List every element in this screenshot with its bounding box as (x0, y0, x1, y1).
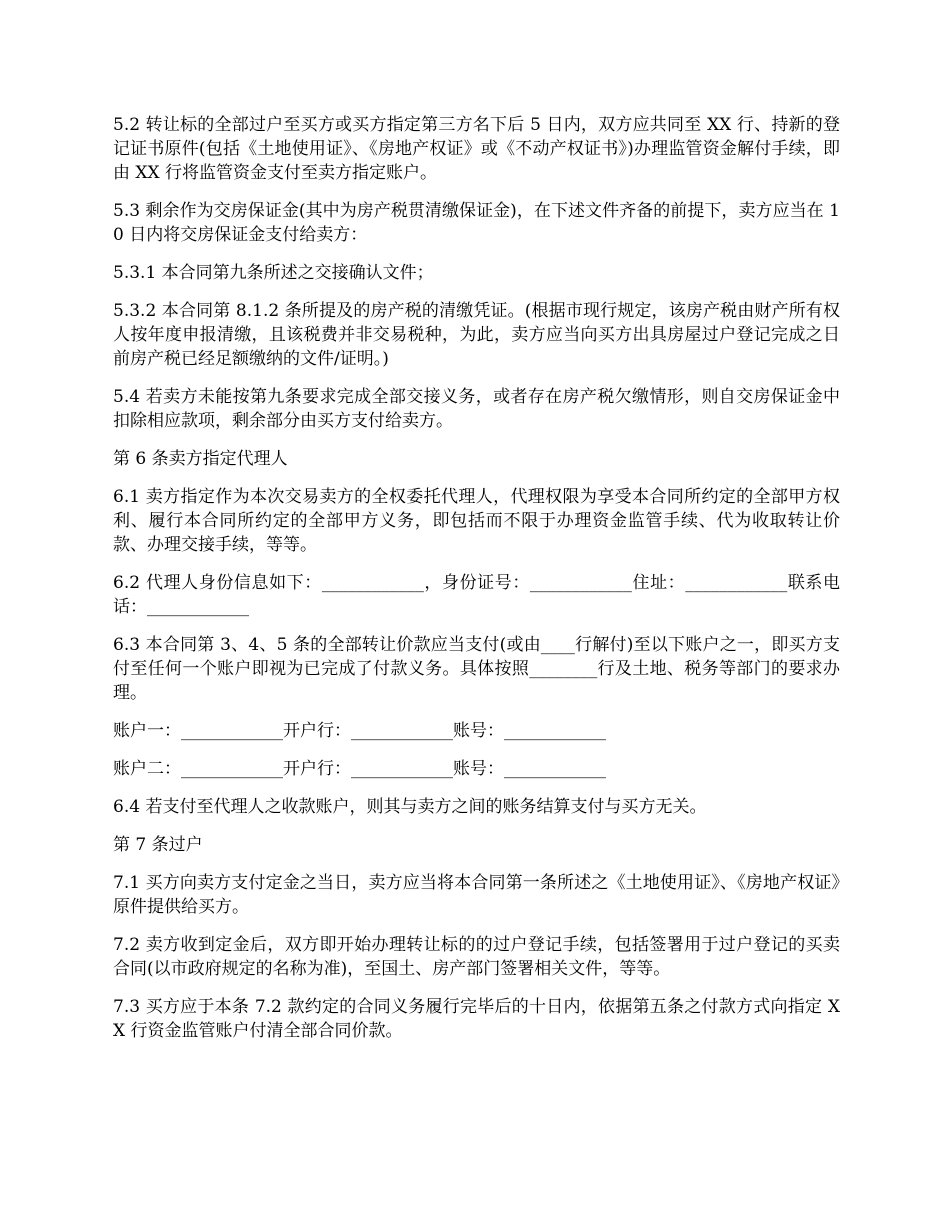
account-one-line: 账户一：____________开户行：____________账号：____________ (113, 721, 606, 741)
clause-6-3: 6.3 本合同第 3、4、5 条的全部转让价款应当支付(或由____行解付)至以下账户之一，即买方支付至任何一个账户即视为已完成了付款义务。具体按照________行及土地、税务等部门的要求办理。 (113, 635, 840, 703)
clause-6-1: 6.1 卖方指定作为本次交易卖方的全权委托代理人，代理权限为享受本合同所约定的全部甲方权利、履行本合同所约定的全部甲方义务，即包括而不限于办理资金监管手续、代为收取转让价款、办理交接手续，等等。 (113, 487, 840, 555)
clause-5-2: 5.2 转让标的全部过户至买方或买方指定第三方名下后 5 日内，双方应共同至 XX 行、持新的登记证书原件(包括《土地使用证》、《房地产权证》或《不动产权证书》)办理监管资金解付手续，即由 XX 行将监管资金支付至卖方指定账户。 (113, 115, 840, 183)
clause-7-1: 7.1 买方向卖方支付定金之当日，卖方应当将本合同第一条所述之《土地使用证》、《房地产权证》原件提供给买方。 (113, 873, 840, 917)
clause-5-4: 5.4 若卖方未能按第九条要求完成全部交接义务，或者存在房产税欠缴情形，则自交房保证金中扣除相应款项，剩余部分由买方支付给卖方。 (113, 387, 840, 431)
article-7-heading: 第 7 条过户 (113, 835, 203, 855)
document-page (113, 113, 840, 1057)
clause-6-2: 6.2 代理人身份信息如下：____________，身份证号：____________住址：____________联系电话：____________ (113, 573, 840, 617)
article-6-heading: 第 6 条卖方指定代理人 (113, 449, 288, 469)
clause-5-3-2: 5.3.2 本合同第 8.1.2 条所提及的房产税的清缴凭证。(根据市现行规定，该房产税由财产所有权人按年度申报清缴，且该税费并非交易税种，为此，卖方应当向买方出具房屋过户登记完成之日前房产税已经足额缴纳的文件/证明。) (113, 301, 840, 369)
clause-6-4: 6.4 若支付至代理人之收款账户，则其与卖方之间的账务结算支付与买方无关。 (113, 797, 707, 817)
clause-7-3: 7.3 买方应于本条 7.2 款约定的合同义务履行完毕后的十日内，依据第五条之付款方式向指定 XX 行资金监管账户付清全部合同价款。 (113, 997, 840, 1041)
clause-7-2: 7.2 卖方收到定金后，双方即开始办理转让标的的过户登记手续，包括签署用于过户登记的买卖合同(以市政府规定的名称为准)，至国土、房产部门签署相关文件，等等。 (113, 935, 840, 979)
account-two-line: 账户二：____________开户行：____________账号：____________ (113, 759, 606, 779)
clause-5-3: 5.3 剩余作为交房保证金(其中为房产税贯清缴保证金)，在下述文件齐备的前提下，卖方应当在 10 日内将交房保证金支付给卖方： (113, 201, 840, 245)
clause-5-3-1: 5.3.1 本合同第九条所述之交接确认文件； (113, 263, 434, 283)
